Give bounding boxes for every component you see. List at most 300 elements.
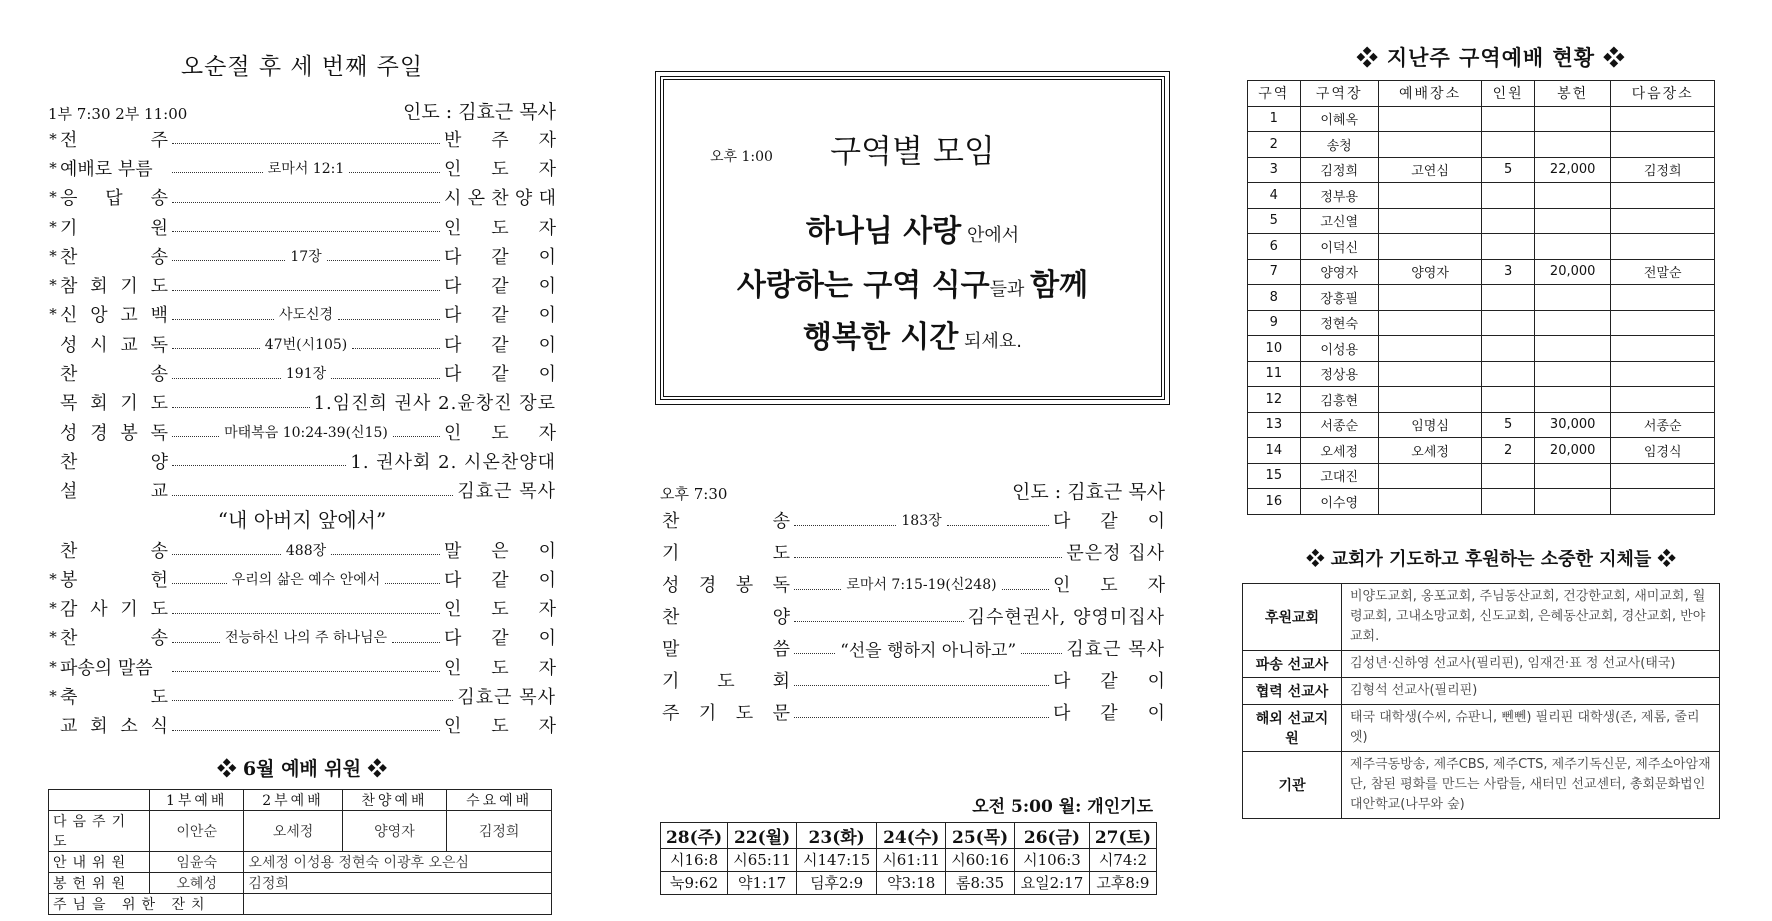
order-row bbox=[48, 681, 556, 710]
order-lead: 김효근 목사 bbox=[457, 686, 556, 708]
order-label: 기 원 bbox=[60, 217, 168, 239]
order-lead: 다 같 이 bbox=[444, 569, 556, 591]
report-cell: 이성용 bbox=[1300, 336, 1378, 362]
order-leader-line bbox=[172, 569, 440, 589]
group-report-title: ❖ 지난주 구역예배 현황 ❖ bbox=[1356, 45, 1626, 70]
order-label: 기 도 회 bbox=[662, 671, 790, 692]
order-label: 파송의 말씀 bbox=[60, 657, 153, 679]
report-cell: 정상용 bbox=[1300, 361, 1378, 387]
duty-row bbox=[49, 872, 552, 893]
report-cell: 1 bbox=[1248, 106, 1301, 132]
duty-cell: 오혜성 bbox=[150, 872, 244, 893]
order-row bbox=[48, 183, 556, 212]
reading-cell: 시16:8 bbox=[661, 849, 728, 872]
report-cell bbox=[1535, 336, 1611, 362]
order-value: 마태복음 10:24-39(신15) bbox=[224, 424, 388, 441]
report-row bbox=[1248, 412, 1715, 438]
leader-dots bbox=[172, 583, 227, 584]
support-row bbox=[1243, 650, 1720, 677]
report-cell bbox=[1611, 361, 1715, 387]
order-row bbox=[660, 568, 1165, 600]
report-cell bbox=[1611, 387, 1715, 413]
order-row bbox=[48, 535, 556, 564]
report-cell: 서종순 bbox=[1300, 412, 1378, 438]
order-lead: 인 도 자 bbox=[444, 158, 556, 180]
leader-dots bbox=[172, 290, 440, 291]
report-cell: 13 bbox=[1248, 412, 1301, 438]
daily-reading-table bbox=[660, 822, 1157, 895]
order-label: 참 회 기 도 bbox=[60, 276, 168, 298]
order-lead: 1. 권사회 2. 시온찬양대 bbox=[350, 451, 556, 473]
order-label: 찬 송 bbox=[60, 364, 168, 386]
report-cell bbox=[1535, 463, 1611, 489]
order-star: * bbox=[49, 158, 57, 177]
report-cell: 이혜옥 bbox=[1300, 106, 1378, 132]
order-lead: 김효근 목사 bbox=[457, 481, 556, 503]
leader-dots bbox=[794, 525, 896, 526]
order-value: 우리의 삶은 예수 안에서 bbox=[231, 571, 381, 588]
report-cell: 김흥현 bbox=[1300, 387, 1378, 413]
support-key: 해외 선교지원 bbox=[1243, 704, 1342, 751]
order-star: * bbox=[49, 217, 57, 236]
order-leader-line bbox=[172, 627, 440, 647]
report-cell: 양영자 bbox=[1378, 259, 1482, 285]
report-cell bbox=[1535, 489, 1611, 515]
duty-head: 찬양예배 bbox=[342, 789, 447, 810]
order-lead: 인 도 자 bbox=[444, 422, 556, 444]
order-lead: 말 은 이 bbox=[444, 540, 556, 562]
report-cell bbox=[1482, 310, 1535, 336]
order-label: 봉 헌 bbox=[60, 569, 168, 591]
leader-dots bbox=[172, 671, 440, 672]
duty-row bbox=[49, 851, 552, 872]
worship-order-after-sermon bbox=[48, 535, 556, 740]
leader-dots bbox=[172, 260, 285, 261]
order-leader-line bbox=[172, 720, 440, 731]
service-leader: 인도 : 김효근 목사 bbox=[403, 101, 556, 123]
report-cell bbox=[1378, 234, 1482, 260]
order-star: * bbox=[49, 188, 57, 207]
report-cell bbox=[1378, 361, 1482, 387]
report-head: 인원 bbox=[1482, 81, 1535, 107]
reading-cell: 시60:16 bbox=[946, 849, 1015, 872]
duty-row bbox=[49, 810, 552, 851]
order-row bbox=[48, 593, 556, 622]
report-cell: 송청 bbox=[1300, 132, 1378, 158]
report-cell bbox=[1535, 234, 1611, 260]
leader-dots bbox=[172, 319, 274, 320]
order-value: 191장 bbox=[285, 366, 327, 383]
worship-order bbox=[48, 124, 556, 505]
report-cell: 22,000 bbox=[1535, 157, 1611, 183]
report-cell bbox=[1482, 361, 1535, 387]
order-label: 예배로 부름 bbox=[60, 158, 153, 180]
report-cell: 정현숙 bbox=[1300, 310, 1378, 336]
day-cell: 26(금) bbox=[1015, 823, 1090, 849]
report-cell: 전말순 bbox=[1611, 259, 1715, 285]
order-value: 488장 bbox=[285, 542, 327, 559]
support-row bbox=[1243, 583, 1720, 650]
leader-dots bbox=[794, 717, 1049, 718]
report-row bbox=[1248, 259, 1715, 285]
support-row bbox=[1243, 677, 1720, 704]
report-row bbox=[1248, 438, 1715, 464]
report-cell: 4 bbox=[1248, 183, 1301, 209]
report-cell: 15 bbox=[1248, 463, 1301, 489]
day-cell: 24(수) bbox=[877, 823, 946, 849]
order-lead: 시 온 찬 양 대 bbox=[444, 188, 556, 210]
order-leader-line bbox=[794, 574, 1049, 594]
reading-cell: 롬8:35 bbox=[946, 872, 1015, 895]
order-leader-line bbox=[172, 690, 453, 701]
report-cell: 30,000 bbox=[1535, 412, 1611, 438]
order-label: 주 기 도 문 bbox=[662, 703, 790, 724]
duty-role: 봉헌위원 bbox=[49, 872, 150, 893]
daily-reading-row-2 bbox=[661, 872, 1157, 895]
order-lead: 인 도 자 bbox=[444, 599, 556, 621]
report-cell bbox=[1482, 285, 1535, 311]
leader-dots bbox=[331, 378, 440, 379]
duty-cell: 김정희 bbox=[244, 872, 552, 893]
report-cell: 3 bbox=[1248, 157, 1301, 183]
report-cell: 고대진 bbox=[1300, 463, 1378, 489]
group-meeting-box bbox=[660, 76, 1165, 400]
reading-cell: 시61:11 bbox=[877, 849, 946, 872]
leader-dots bbox=[172, 465, 346, 466]
report-head: 다음장소 bbox=[1611, 81, 1715, 107]
report-cell: 오세정 bbox=[1300, 438, 1378, 464]
order-row bbox=[48, 212, 556, 241]
order-leader-line bbox=[172, 422, 440, 442]
middle-column bbox=[660, 0, 1165, 895]
order-row bbox=[48, 446, 556, 475]
duty-role: 주님을 위한 잔치 bbox=[49, 893, 244, 914]
report-row bbox=[1248, 489, 1715, 515]
order-value: 47번(시105) bbox=[264, 336, 348, 353]
report-cell: 고연심 bbox=[1378, 157, 1482, 183]
leader-dots bbox=[172, 495, 453, 496]
report-row bbox=[1248, 106, 1715, 132]
duty-role: 안내위원 bbox=[49, 851, 150, 872]
report-cell: 2 bbox=[1482, 438, 1535, 464]
support-text: 태국 대학생(수씨, 슈판니, 뻰뻰) 필리핀 대학생(존, 제롬, 줄리엣) bbox=[1342, 704, 1720, 751]
evening-time: 오후 7:30 bbox=[660, 485, 728, 503]
report-row bbox=[1248, 361, 1715, 387]
leader-dots bbox=[392, 642, 440, 643]
leader-dots bbox=[172, 642, 220, 643]
order-row bbox=[660, 664, 1165, 696]
report-cell bbox=[1611, 336, 1715, 362]
leader-dots bbox=[331, 554, 440, 555]
report-cell bbox=[1535, 208, 1611, 234]
leader-dots bbox=[393, 436, 440, 437]
order-label: 찬 송 bbox=[60, 246, 168, 268]
report-cell: 3 bbox=[1482, 259, 1535, 285]
report-cell: 10 bbox=[1248, 336, 1301, 362]
support-table bbox=[1242, 583, 1720, 819]
support-key: 후원교회 bbox=[1243, 583, 1342, 650]
reading-cell: 시65:11 bbox=[728, 849, 797, 872]
evening-header bbox=[660, 474, 1165, 504]
report-cell bbox=[1535, 361, 1611, 387]
reading-cell: 시147:15 bbox=[797, 849, 877, 872]
report-row bbox=[1248, 132, 1715, 158]
leader-dots bbox=[794, 685, 1049, 686]
report-cell: 김정희 bbox=[1300, 157, 1378, 183]
order-label: 말 씀 bbox=[662, 639, 790, 660]
order-row bbox=[48, 329, 556, 358]
order-value: 로마서 12:1 bbox=[267, 160, 345, 177]
report-cell: 7 bbox=[1248, 259, 1301, 285]
report-row bbox=[1248, 387, 1715, 413]
report-cell bbox=[1482, 336, 1535, 362]
order-label: 기 도 bbox=[662, 543, 790, 564]
order-label: 성 경 봉 독 bbox=[662, 575, 790, 596]
leader-dots bbox=[172, 172, 263, 173]
duty-cell: 이안순 bbox=[150, 810, 244, 851]
support-key: 협력 선교사 bbox=[1243, 677, 1342, 704]
reading-cell: 요일2:17 bbox=[1015, 872, 1090, 895]
report-cell: 5 bbox=[1248, 208, 1301, 234]
leader-dots bbox=[794, 653, 835, 654]
report-row bbox=[1248, 183, 1715, 209]
leader-dots bbox=[172, 378, 281, 379]
duty-row bbox=[49, 893, 552, 914]
order-leader-line bbox=[794, 675, 1049, 686]
day-cell: 27(토) bbox=[1089, 823, 1156, 849]
report-row bbox=[1248, 336, 1715, 362]
order-leader-line bbox=[172, 334, 440, 354]
report-cell bbox=[1378, 336, 1482, 362]
reading-cell: 약1:17 bbox=[728, 872, 797, 895]
leader-dots bbox=[327, 260, 440, 261]
support-text: 제주극동방송, 제주CBS, 제주CTS, 제주기독신문, 제주소아암재단, 참된 평화를 만드는 사람들, 새터민 선교센터, 총회문화법인 대안학교(나무와 숲) bbox=[1342, 751, 1720, 818]
report-cell: 5 bbox=[1482, 412, 1535, 438]
order-leader-line bbox=[794, 636, 1062, 661]
order-lead: 김효근 목사 bbox=[1066, 639, 1165, 660]
prayer-note: 오전 5:00 월: 개인기도 bbox=[972, 797, 1153, 817]
report-cell: 11 bbox=[1248, 361, 1301, 387]
evening-order bbox=[660, 504, 1165, 728]
report-cell: 16 bbox=[1248, 489, 1301, 515]
order-row bbox=[48, 476, 556, 505]
report-cell: 김정희 bbox=[1611, 157, 1715, 183]
order-leader-line bbox=[172, 485, 453, 496]
report-row bbox=[1248, 285, 1715, 311]
report-cell bbox=[1535, 183, 1611, 209]
order-star: * bbox=[49, 657, 57, 676]
day-cell: 28(주) bbox=[661, 823, 728, 849]
order-label: 찬 송 bbox=[60, 540, 168, 562]
report-cell bbox=[1535, 106, 1611, 132]
leader-dots bbox=[172, 407, 310, 408]
order-leader-line bbox=[794, 510, 1049, 530]
report-cell: 14 bbox=[1248, 438, 1301, 464]
report-cell bbox=[1482, 132, 1535, 158]
order-row bbox=[660, 632, 1165, 664]
report-cell bbox=[1482, 106, 1535, 132]
order-lead: 다 같 이 bbox=[444, 246, 556, 268]
leader-dots bbox=[172, 436, 219, 437]
group-meeting-message-3: 행복한 시간 되세요. bbox=[803, 320, 1022, 355]
leader-dots bbox=[172, 613, 440, 614]
report-row bbox=[1248, 310, 1715, 336]
report-row bbox=[1248, 157, 1715, 183]
leader-dots bbox=[172, 348, 260, 349]
report-row bbox=[1248, 208, 1715, 234]
report-head: 구역장 bbox=[1300, 81, 1378, 107]
order-leader-line bbox=[172, 397, 310, 408]
support-row bbox=[1243, 704, 1720, 751]
duty-cell: 양영자 bbox=[342, 810, 447, 851]
leader-dots bbox=[172, 202, 440, 203]
order-lead: 다 같 이 bbox=[444, 334, 556, 356]
support-text: 김형석 선교사(필리핀) bbox=[1342, 677, 1720, 704]
leader-dots bbox=[1002, 589, 1049, 590]
order-star: * bbox=[49, 599, 57, 618]
order-leader-line bbox=[172, 363, 440, 383]
report-cell bbox=[1535, 132, 1611, 158]
order-lead: 1.임진희 권사 2.윤창진 장로 bbox=[313, 393, 556, 415]
report-cell bbox=[1482, 489, 1535, 515]
right-column bbox=[1246, 0, 1736, 819]
order-row bbox=[48, 652, 556, 681]
order-star: * bbox=[49, 686, 57, 705]
report-cell bbox=[1535, 387, 1611, 413]
order-lead: 다 같 이 bbox=[444, 364, 556, 386]
report-cell: 고신열 bbox=[1300, 208, 1378, 234]
group-meeting-message-1: 하나님 사랑 안에서 bbox=[805, 214, 1020, 249]
duty-head: 수요예배 bbox=[447, 789, 552, 810]
duty-cell: 김정희 bbox=[447, 810, 552, 851]
order-leader-line bbox=[172, 158, 440, 178]
leader-dots bbox=[172, 700, 453, 701]
duty-head: 1부예배 bbox=[150, 789, 244, 810]
order-value: 183장 bbox=[901, 513, 942, 529]
order-label: 교 회 소 식 bbox=[60, 716, 168, 738]
order-label: 찬 양 bbox=[662, 607, 790, 628]
report-cell bbox=[1611, 310, 1715, 336]
order-lead: 다 같 이 bbox=[444, 305, 556, 327]
order-lead: 인 도 자 bbox=[444, 657, 556, 679]
order-leader-line bbox=[172, 280, 440, 291]
order-leader-line bbox=[172, 661, 440, 672]
order-leader-line bbox=[172, 603, 440, 614]
order-label: 찬 양 bbox=[60, 451, 168, 473]
leader-dots bbox=[947, 525, 1049, 526]
order-row bbox=[48, 417, 556, 446]
order-lead: 반 주 자 bbox=[444, 129, 556, 151]
report-head: 구역 bbox=[1248, 81, 1301, 107]
report-cell bbox=[1378, 208, 1482, 234]
support-row bbox=[1243, 751, 1720, 818]
service-times: 1부 7:30 2부 11:00 bbox=[48, 105, 188, 123]
order-leader-line bbox=[172, 246, 440, 266]
group-report-head bbox=[1248, 81, 1715, 107]
report-row bbox=[1248, 463, 1715, 489]
report-cell: 이덕신 bbox=[1300, 234, 1378, 260]
day-cell: 22(월) bbox=[728, 823, 797, 849]
order-leader-line bbox=[794, 547, 1062, 558]
order-lead: 다 같 이 bbox=[1053, 671, 1165, 692]
report-cell bbox=[1611, 463, 1715, 489]
report-cell bbox=[1482, 387, 1535, 413]
order-row bbox=[48, 623, 556, 652]
report-row bbox=[1248, 234, 1715, 260]
order-label: 설 교 bbox=[60, 481, 168, 503]
report-cell bbox=[1378, 285, 1482, 311]
leader-dots bbox=[794, 557, 1062, 558]
report-cell bbox=[1611, 208, 1715, 234]
reading-cell: 시74:2 bbox=[1089, 849, 1156, 872]
order-lead: 인 도 자 bbox=[1053, 575, 1165, 596]
duty-head-row bbox=[49, 789, 552, 810]
sermon-title: “내 아버지 앞에서” bbox=[217, 507, 387, 532]
order-value: “선을 행하지 아니하고” bbox=[840, 640, 1017, 661]
leader-dots bbox=[172, 143, 440, 144]
order-value: 로마서 7:15-19(신248) bbox=[846, 577, 997, 593]
order-star: * bbox=[49, 569, 57, 588]
day-cell: 25(목) bbox=[946, 823, 1015, 849]
report-cell: 8 bbox=[1248, 285, 1301, 311]
report-cell: 2 bbox=[1248, 132, 1301, 158]
reading-cell: 눅9:62 bbox=[661, 872, 728, 895]
evening-leader: 인도 : 김효근 목사 bbox=[1012, 481, 1165, 503]
order-leader-line bbox=[794, 707, 1049, 718]
report-cell: 오세정 bbox=[1378, 438, 1482, 464]
leader-dots bbox=[1021, 653, 1062, 654]
order-leader-line bbox=[794, 611, 964, 622]
report-cell bbox=[1378, 106, 1482, 132]
daily-reading-days bbox=[661, 823, 1157, 849]
left-column bbox=[48, 0, 556, 915]
order-row bbox=[48, 388, 556, 417]
report-cell bbox=[1482, 463, 1535, 489]
order-label: 성 시 교 독 bbox=[60, 334, 168, 356]
report-cell bbox=[1535, 285, 1611, 311]
report-cell bbox=[1378, 489, 1482, 515]
order-label: 찬 송 bbox=[662, 511, 790, 532]
duty-head: 2부예배 bbox=[244, 789, 342, 810]
duty-role: 다음주기도 bbox=[49, 810, 150, 851]
order-leader-line bbox=[172, 192, 440, 203]
report-cell bbox=[1611, 183, 1715, 209]
support-title: ❖ 교회가 기도하고 후원하는 소중한 지체들 ❖ bbox=[1306, 548, 1676, 570]
order-star: * bbox=[49, 305, 57, 324]
order-star: * bbox=[49, 276, 57, 295]
order-value: 전능하신 나의 주 하나님은 bbox=[224, 630, 388, 647]
duty-cell: 오세정 bbox=[244, 810, 342, 851]
group-report-table bbox=[1247, 80, 1715, 515]
order-lead: 문은정 집사 bbox=[1066, 543, 1165, 564]
report-cell bbox=[1611, 285, 1715, 311]
leader-dots bbox=[385, 583, 440, 584]
order-label: 찬 송 bbox=[60, 628, 168, 650]
support-text: 비양도교회, 옹포교회, 주님동산교회, 건강한교회, 새미교회, 월령교회, 고내소망교회, 신도교회, 은혜동산교회, 경산교회, 반야교회. bbox=[1342, 583, 1720, 650]
order-lead: 다 같 이 bbox=[444, 628, 556, 650]
order-label: 축 도 bbox=[60, 686, 168, 708]
reading-cell: 시106:3 bbox=[1015, 849, 1090, 872]
leader-dots bbox=[172, 554, 281, 555]
report-cell: 양영자 bbox=[1300, 259, 1378, 285]
order-row bbox=[660, 536, 1165, 568]
order-lead: 다 같 이 bbox=[1053, 703, 1165, 724]
group-meeting-message-2: 사랑하는 구역 식구들과 함께 bbox=[736, 268, 1089, 303]
support-key: 기관 bbox=[1243, 751, 1342, 818]
order-lead: 다 같 이 bbox=[444, 276, 556, 298]
daily-reading-row-1 bbox=[661, 849, 1157, 872]
order-lead: 인 도 자 bbox=[444, 217, 556, 239]
